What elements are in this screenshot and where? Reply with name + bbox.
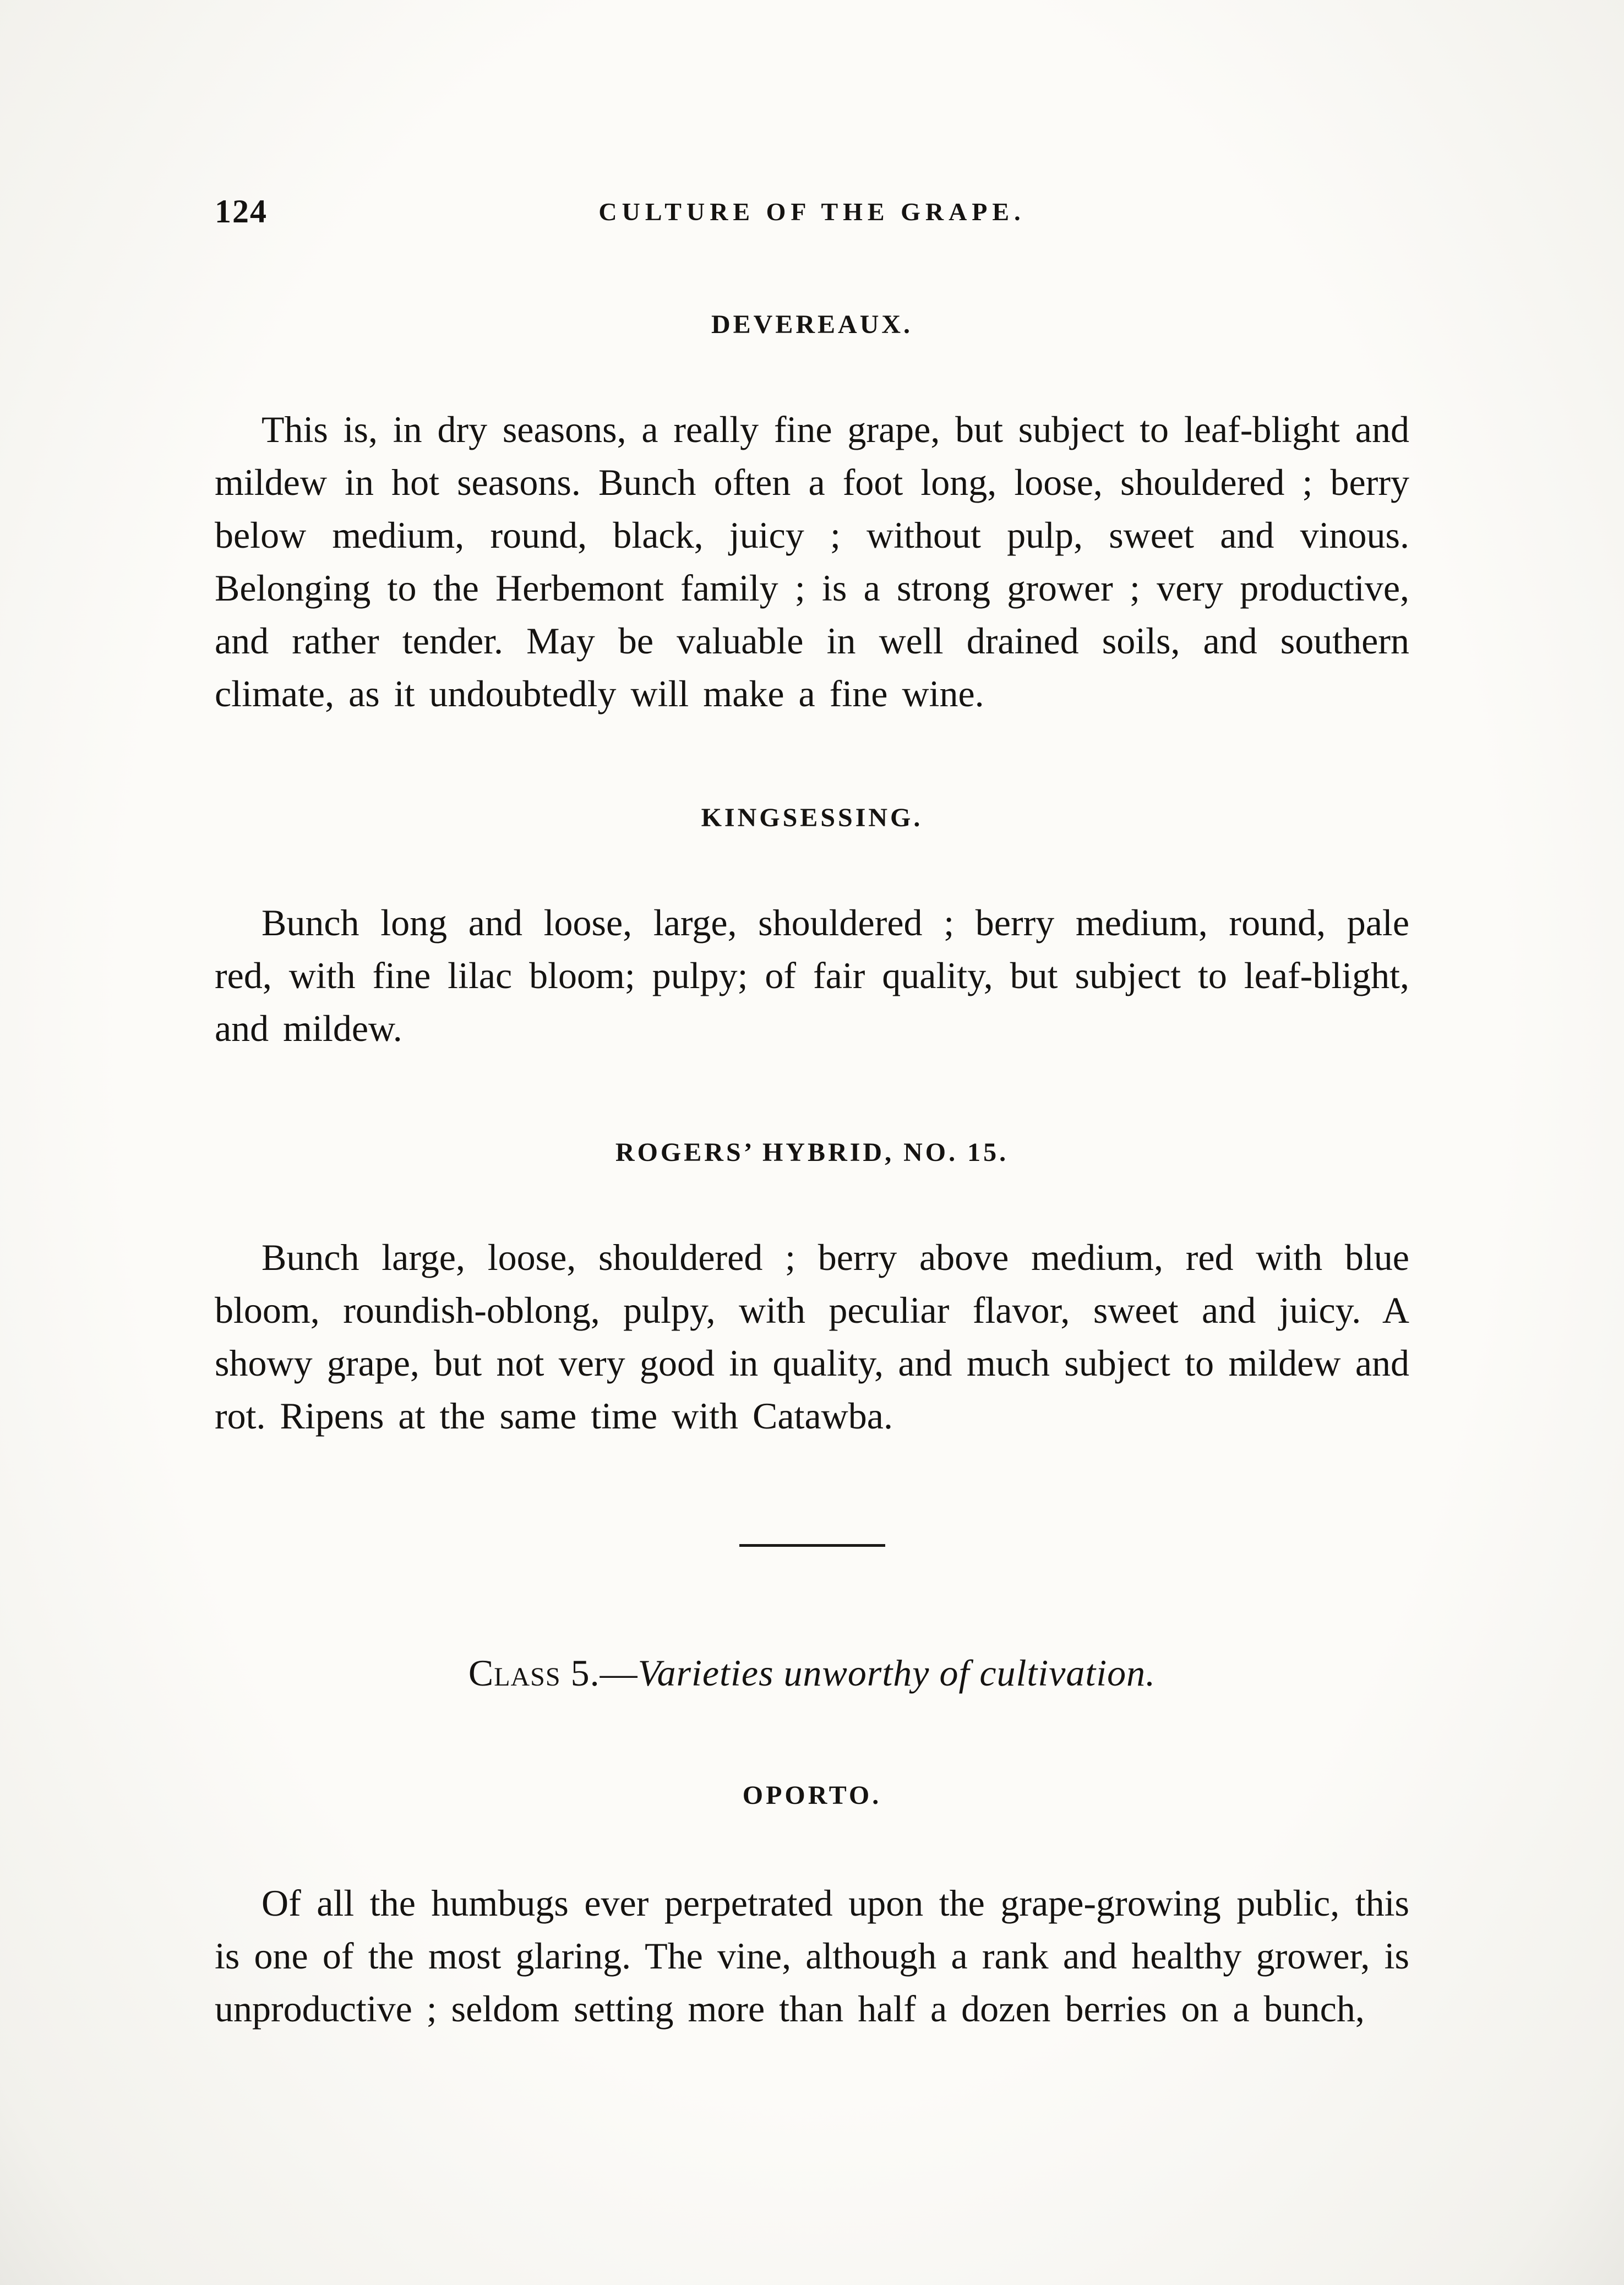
running-title: CULTURE OF THE GRAPE. [598,198,1026,226]
class-5-heading [215,1651,1409,1695]
section-oporto [215,1780,1409,2035]
section-devereaux [215,309,1409,720]
section-heading-kingsessing: KINGSESSING. [701,803,923,832]
section-divider-rule [739,1544,885,1547]
section-heading-devereaux: DEVEREAUX. [711,310,913,339]
section-kingsessing [215,803,1409,1055]
section-rogers-hybrid [215,1137,1409,1442]
section-heading-oporto: OPORTO. [742,1781,882,1810]
class-5-heading-italic: Varieties unworthy of cultivation. [637,1652,1156,1694]
class-5-heading-prefix: Class 5.— [468,1652,638,1694]
paragraph-devereaux: This is, in dry seasons, a really fine grape, but subject to leaf-blight and mildew in hot seasons. Bunch often a foot long, loose, shouldered ; berry below medium, round, black, juicy ; without pulp, sweet and vinous. Belonging to the Herbemont family ; is a strong grower ; very productive, and rather tender. May be valuable in well drained soils, and southern climate, as it undoubtedly will make a fine wine. [215,408,1409,715]
paragraph-kingsessing: Bunch long and loose, large, shouldered ; berry medium, round, pale red, with fine lilac bloom; pulpy; of fair quality, but subject to leaf-blight, and mildew. [215,902,1409,1049]
page-header [215,193,1409,232]
section-heading-rogers-hybrid: ROGERS’ HYBRID, NO. 15. [615,1138,1009,1167]
paragraph-rogers-hybrid: Bunch large, loose, shouldered ; berry above medium, red with blue bloom, roundish-oblong, pulpy, with peculiar flavor, sweet and juicy. A showy grape, but not very good in quality, and much subject to mildew and rot. Ripens at the same time with Catawba. [215,1236,1409,1437]
paragraph-oporto: Of all the humbugs ever perpetrated upon the grape-growing public, this is one of the most glaring. The vine, although a rank and healthy grower, is unproductive ; seldom setting more than half a dozen berries on a bunch, [215,1882,1409,2030]
page-number: 124 [215,193,268,230]
